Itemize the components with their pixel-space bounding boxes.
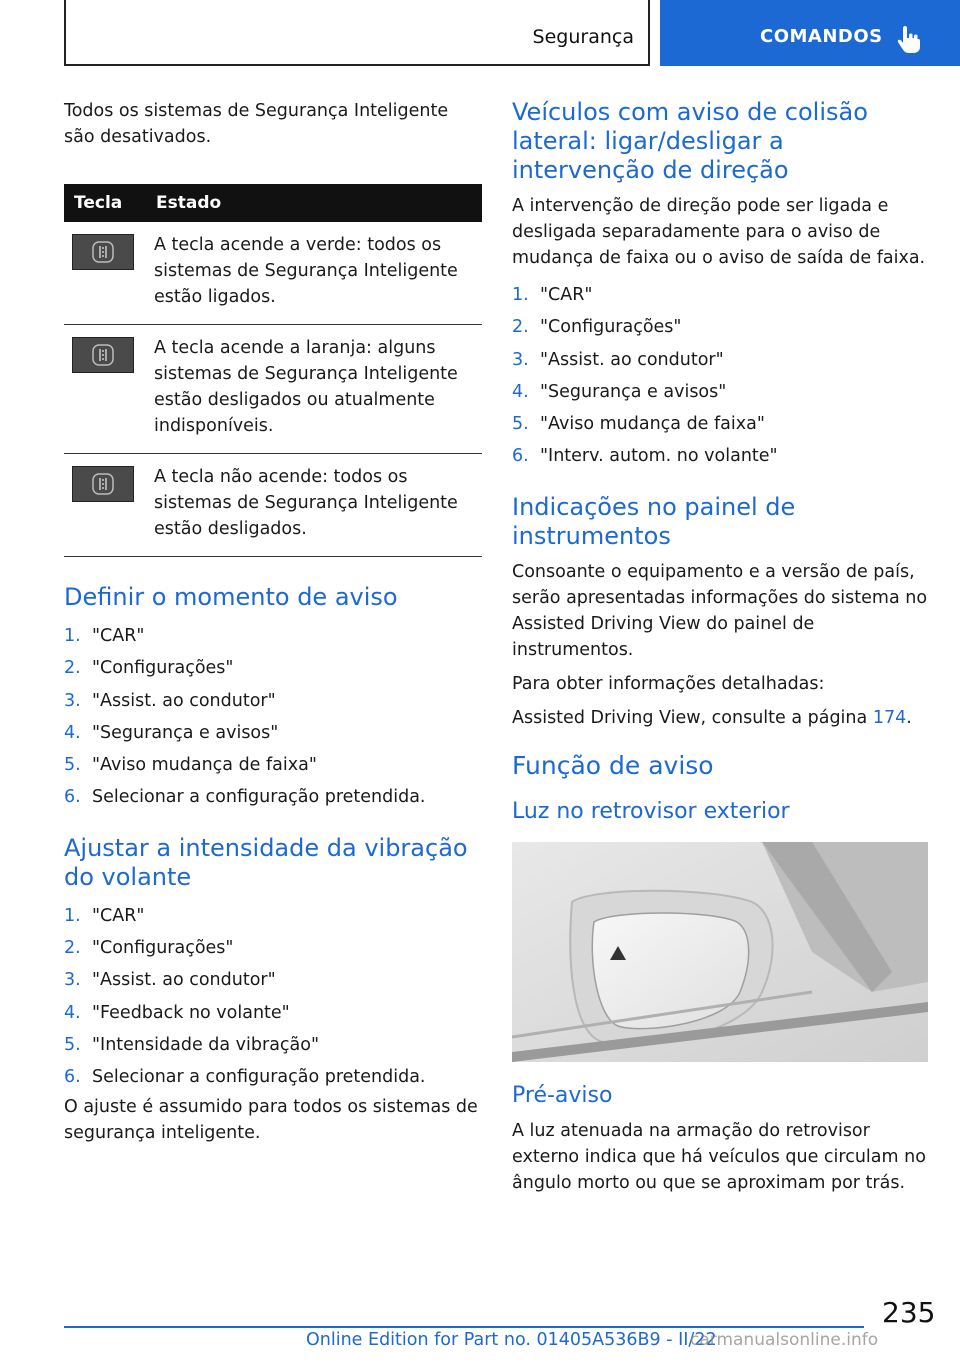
- section-heading: Indicações no painel de instrumentos: [512, 492, 796, 550]
- table-row: [64, 454, 482, 557]
- table-row: [64, 325, 482, 454]
- footer-divider: [64, 1326, 864, 1328]
- table-header-status: Estado: [146, 184, 482, 222]
- watermark: carmanualsonline.info: [690, 1330, 879, 1350]
- cross-reference: Assisted Driving View, consulte a página 174.: [512, 707, 912, 728]
- chapter-title: COMANDOS: [760, 26, 883, 47]
- left-column: [64, 98, 482, 1154]
- status-text: A tecla não acende: todos os sistemas de Segurança Inteligente estão desligados.: [146, 454, 482, 557]
- side-mirror-illustration: [512, 842, 928, 1062]
- subsection-heading: Pré-aviso: [512, 1082, 613, 1108]
- body-text: A luz atenuada na armação do retrovisor externo indica que há veículos que circulam no ângulo morto ou que se aproximam por trás.: [512, 1120, 926, 1193]
- safety-key-icon: [72, 234, 134, 270]
- status-text: A tecla acende a verde: todos os sistemas de Segurança Inteligente estão ligados.: [146, 222, 482, 325]
- body-text: Consoante o equipamento e a versão de país, serão apresentadas informações do sistema no Assisted Driving View do painel de instrumentos.: [512, 561, 928, 660]
- body-text: Para obter informações detalhadas:: [512, 673, 825, 694]
- list-item: 5. "Aviso mudança de faixa": [64, 755, 317, 776]
- chapter-tab[interactable]: [660, 0, 960, 66]
- table-row: [64, 222, 482, 325]
- list-item: 3. "Assist. ao condutor": [64, 970, 276, 991]
- right-column: [512, 98, 930, 1204]
- safety-key-icon: [72, 466, 134, 502]
- list-item: 5. "Intensidade da vibração": [64, 1034, 320, 1055]
- list-item: 3. "Assist. ao condutor": [512, 349, 724, 370]
- running-header: [64, 0, 650, 66]
- list-item: 1. "CAR": [64, 626, 145, 646]
- list-item: 2. "Configurações": [64, 938, 234, 959]
- section-heading: Função de aviso: [512, 750, 714, 780]
- section-heading: Ajustar a intensidade da vibração do volante: [64, 833, 468, 891]
- section-title: Segurança: [532, 26, 634, 48]
- page-number: 235: [882, 1296, 936, 1329]
- list-item: 4. "Feedback no volante": [64, 1002, 290, 1023]
- list-item: 1. "CAR": [512, 285, 593, 305]
- note-text: O ajuste é assumido para todos os sistemas de segurança inteligente.: [64, 1096, 478, 1143]
- key-status-table: [64, 184, 482, 557]
- step-list: [512, 279, 930, 473]
- subsection-heading: Luz no retrovisor exterior: [512, 798, 790, 824]
- list-item: 1. "CAR": [64, 905, 145, 926]
- hand-pointer-icon: [896, 24, 922, 54]
- list-item: 4. "Segurança e avisos": [512, 381, 727, 402]
- intro-text: Todos os sistemas de Segurança Inteligente são desativados.: [64, 101, 449, 147]
- safety-key-icon: [72, 337, 134, 373]
- list-item: 3. "Assist. ao condutor": [64, 690, 276, 711]
- section-heading: Veículos com aviso de colisão lateral: ligar/desligar a intervenção de direção: [512, 98, 868, 184]
- table-header-key: Tecla: [64, 184, 146, 222]
- list-item: 6. "Interv. autom. no volante": [512, 446, 778, 467]
- status-text: A tecla acende a laranja: alguns sistemas de Segurança Inteligente estão desligados ou atualmente indisponíveis.: [146, 325, 482, 454]
- step-list: [64, 620, 482, 814]
- body-text: A intervenção de direção pode ser ligada e desligada separadamente para o aviso de mudança de faixa ou o aviso de saída de faixa.: [512, 196, 926, 268]
- edition-note: Online Edition for Part no. 01405A536B9 - II/22: [306, 1330, 717, 1350]
- list-item: 2. "Configurações": [512, 317, 682, 338]
- list-item: 6. Selecionar a configuração pretendida.: [64, 787, 426, 808]
- list-item: 2. "Configurações": [64, 658, 234, 679]
- page-link[interactable]: 174: [872, 707, 907, 728]
- list-item: 4. "Segurança e avisos": [64, 722, 279, 743]
- step-list: [64, 900, 482, 1094]
- list-item: 5. "Aviso mudança de faixa": [512, 414, 765, 435]
- section-heading: Definir o momento de aviso: [64, 583, 398, 611]
- list-item: 6. Selecionar a configuração pretendida.: [64, 1067, 426, 1088]
